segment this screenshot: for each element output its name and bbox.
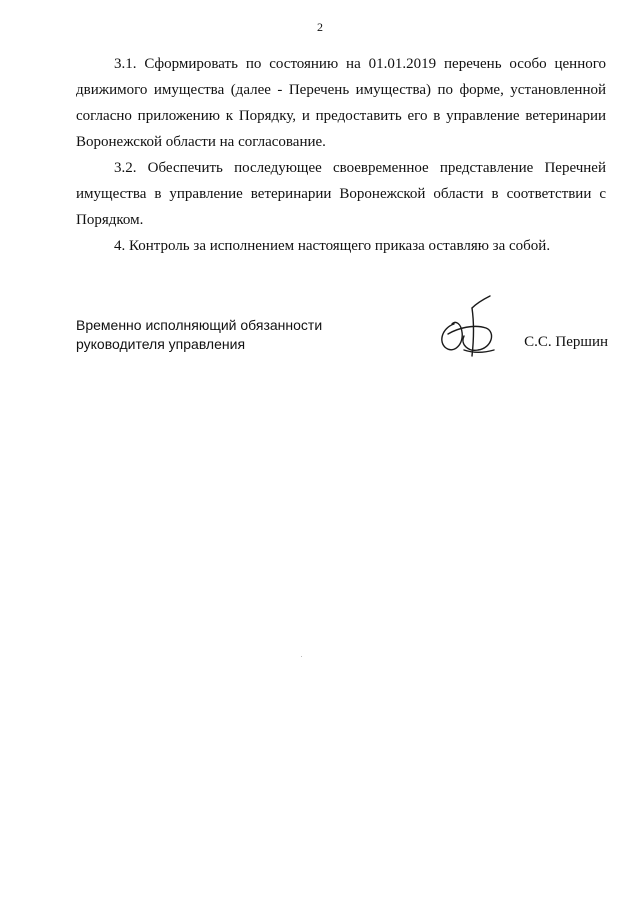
signature-block — [76, 314, 608, 374]
signatory-title — [76, 316, 322, 354]
signatory-title-line-2: руководителя управления — [76, 336, 246, 352]
signatory-title-line-1: Временно исполняющий обязанности — [76, 317, 323, 333]
scan-artifact — [301, 656, 302, 657]
signatory-name: С.С. Першин — [524, 334, 608, 350]
document-body — [76, 51, 606, 259]
paragraph-3-1: 3.1. Сформировать по состоянию на 01.01.2019 перечень особо ценного движимого имущества (далее - Перечень имущества) по форме, установленной согласно приложению к Порядку, и предоставить его в управление ветеринарии Воронежской области на согласование. — [76, 56, 606, 150]
handwritten-signature-icon — [434, 294, 504, 362]
paragraph-3-2: 3.2. Обеспечить последующее своевременное представление Перечней имущества в управление ветеринарии Воронежской области в соответствии с Порядком. — [76, 160, 606, 228]
page-number: 2 — [317, 20, 323, 34]
paragraph-4: 4. Контроль за исполнением настоящего приказа оставляю за собой. — [114, 238, 551, 254]
